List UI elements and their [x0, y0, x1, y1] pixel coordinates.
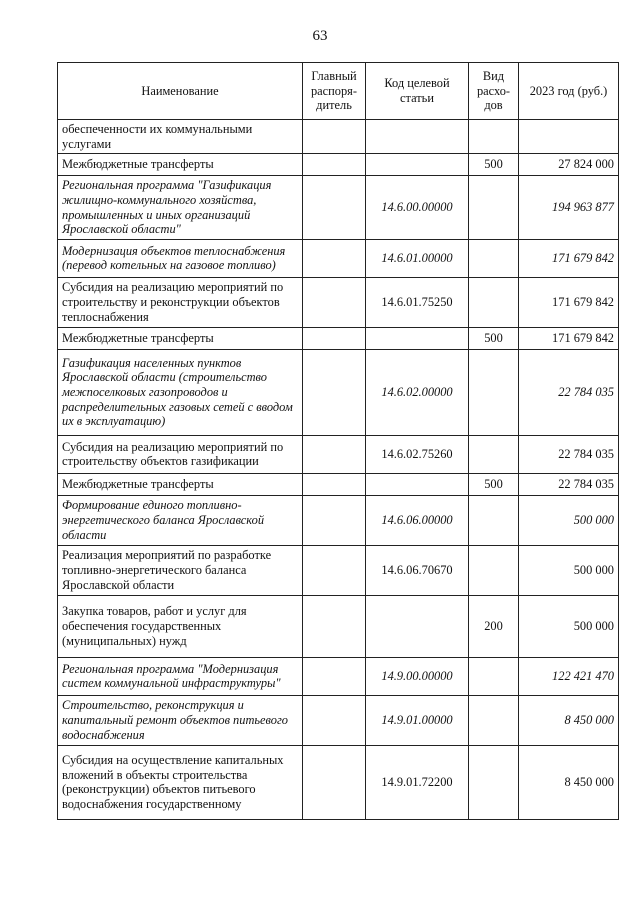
table-row — [58, 120, 619, 154]
cell-amount: 122 421 470 — [519, 657, 619, 695]
cell-admin — [303, 176, 366, 240]
cell-admin — [303, 120, 366, 154]
table-row — [58, 745, 619, 819]
cell-code: 14.6.01.00000 — [366, 239, 469, 277]
cell-kind — [469, 176, 519, 240]
cell-code: 14.6.06.70670 — [366, 545, 469, 595]
header-name: Наименование — [58, 63, 303, 120]
cell-kind — [469, 695, 519, 745]
cell-kind — [469, 277, 519, 327]
cell-code: 14.9.01.72200 — [366, 745, 469, 819]
cell-code: 14.6.02.75260 — [366, 435, 469, 473]
cell-kind: 500 — [469, 154, 519, 176]
table-row — [58, 154, 619, 176]
cell-name: Региональная программа "Газификация жилищно-коммунального хозяйства, промышленных и иных организаций Ярославской области" — [58, 176, 303, 240]
cell-name: обеспеченности их коммунальными услугами — [58, 120, 303, 154]
cell-amount: 171 679 842 — [519, 327, 619, 349]
cell-amount: 194 963 877 — [519, 176, 619, 240]
cell-kind — [469, 745, 519, 819]
cell-name: Межбюджетные трансферты — [58, 327, 303, 349]
cell-name: Газификация населенных пунктов Ярославской области (строительство межпоселковых газопроводов и распределительных газовых сетей с вводом их в эксплуатацию) — [58, 349, 303, 435]
cell-code: 14.6.01.75250 — [366, 277, 469, 327]
cell-name: Субсидия на осуществление капитальных вложений в объекты строительства (реконструкции) объектов питьевого водоснабжения государственному — [58, 745, 303, 819]
cell-name: Закупка товаров, работ и услуг для обеспечения государственных (муниципальных) нужд — [58, 595, 303, 657]
page-number: 63 — [312, 28, 328, 44]
cell-kind: 200 — [469, 595, 519, 657]
table-header-row — [58, 63, 619, 120]
cell-code — [366, 473, 469, 495]
cell-code: 14.6.06.00000 — [366, 495, 469, 545]
cell-code: 14.6.00.00000 — [366, 176, 469, 240]
table-row — [58, 495, 619, 545]
cell-kind — [469, 545, 519, 595]
cell-name: Субсидия на реализацию мероприятий по строительству объектов газификации — [58, 435, 303, 473]
cell-admin — [303, 695, 366, 745]
cell-admin — [303, 473, 366, 495]
cell-name: Реализация мероприятий по разработке топливно-энергетического баланса Ярославской области — [58, 545, 303, 595]
cell-name: Региональная программа "Модернизация систем коммунальной инфраструктуры" — [58, 657, 303, 695]
table-row — [58, 657, 619, 695]
table-row — [58, 695, 619, 745]
cell-kind — [469, 349, 519, 435]
table-row — [58, 435, 619, 473]
cell-admin — [303, 435, 366, 473]
cell-name: Модернизация объектов теплоснабжения (перевод котельных на газовое топливо) — [58, 239, 303, 277]
cell-amount: 500 000 — [519, 495, 619, 545]
cell-code — [366, 154, 469, 176]
cell-kind — [469, 120, 519, 154]
cell-amount: 27 824 000 — [519, 154, 619, 176]
cell-code: 14.9.00.00000 — [366, 657, 469, 695]
table-row — [58, 239, 619, 277]
cell-name: Строительство, реконструкция и капитальный ремонт объектов питьевого водоснабжения — [58, 695, 303, 745]
cell-name: Межбюджетные трансферты — [58, 154, 303, 176]
cell-amount: 8 450 000 — [519, 745, 619, 819]
cell-code: 14.9.01.00000 — [366, 695, 469, 745]
cell-amount: 500 000 — [519, 595, 619, 657]
cell-kind — [469, 657, 519, 695]
budget-table — [57, 62, 619, 820]
cell-admin — [303, 657, 366, 695]
table-row — [58, 473, 619, 495]
cell-name: Межбюджетные трансферты — [58, 473, 303, 495]
cell-amount: 22 784 035 — [519, 435, 619, 473]
header-amount: 2023 год (руб.) — [519, 63, 619, 120]
cell-amount: 500 000 — [519, 545, 619, 595]
cell-kind — [469, 435, 519, 473]
table-row — [58, 545, 619, 595]
cell-admin — [303, 327, 366, 349]
cell-admin — [303, 239, 366, 277]
cell-kind — [469, 239, 519, 277]
cell-amount — [519, 120, 619, 154]
cell-admin — [303, 349, 366, 435]
cell-admin — [303, 745, 366, 819]
cell-name: Формирование единого топливно-энергетического баланса Ярославской области — [58, 495, 303, 545]
cell-admin — [303, 277, 366, 327]
cell-admin — [303, 595, 366, 657]
table-row — [58, 176, 619, 240]
header-code: Код целевой статьи — [366, 63, 469, 120]
cell-code — [366, 327, 469, 349]
cell-code: 14.6.02.00000 — [366, 349, 469, 435]
header-admin: Главный распоря-дитель — [303, 63, 366, 120]
cell-amount: 171 679 842 — [519, 277, 619, 327]
table-row — [58, 595, 619, 657]
cell-amount: 8 450 000 — [519, 695, 619, 745]
cell-amount: 22 784 035 — [519, 349, 619, 435]
table-row — [58, 349, 619, 435]
cell-amount: 171 679 842 — [519, 239, 619, 277]
cell-code — [366, 595, 469, 657]
cell-kind — [469, 495, 519, 545]
cell-admin — [303, 495, 366, 545]
cell-kind: 500 — [469, 473, 519, 495]
table-row — [58, 277, 619, 327]
header-kind: Вид расхо-дов — [469, 63, 519, 120]
cell-admin — [303, 545, 366, 595]
cell-admin — [303, 154, 366, 176]
table-row — [58, 327, 619, 349]
cell-kind: 500 — [469, 327, 519, 349]
cell-name: Субсидия на реализацию мероприятий по строительству и реконструкции объектов теплоснабжения — [58, 277, 303, 327]
cell-code — [366, 120, 469, 154]
cell-amount: 22 784 035 — [519, 473, 619, 495]
